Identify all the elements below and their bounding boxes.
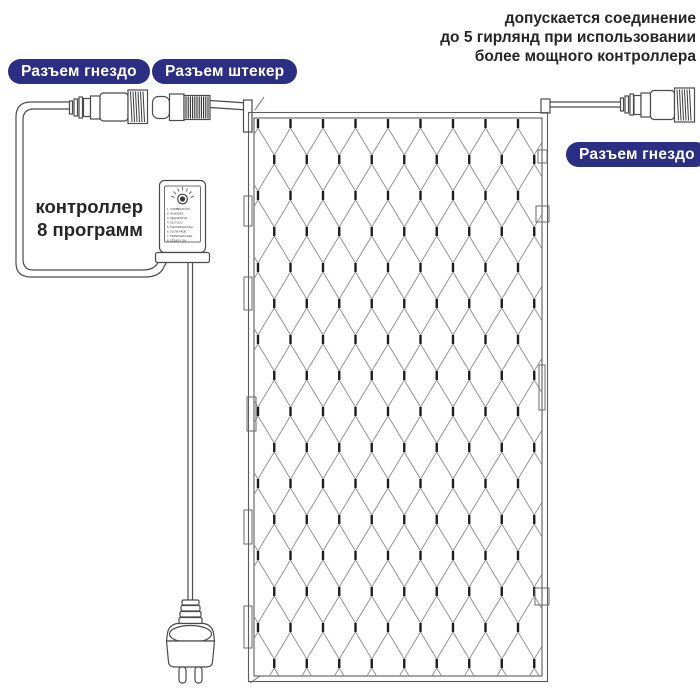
connection-wires	[210, 101, 623, 111]
socket-connector-left-drawing	[70, 90, 148, 124]
svg-text:1. COMBINATION: 1. COMBINATION	[167, 207, 190, 211]
connection-note	[440, 9, 696, 66]
svg-text:7. TWINKLE/FLASH: 7. TWINKLE/FLASH	[167, 234, 193, 238]
svg-text:8. STEADY ON: 8. STEADY ON	[167, 238, 187, 243]
svg-text:4. SLO GLO: 4. SLO GLO	[167, 220, 183, 225]
note-line-3: более мощного контроллера	[474, 48, 696, 65]
note-line-1: допускается соединение	[504, 10, 696, 27]
power-plug-drawing	[167, 600, 215, 683]
power-cable	[188, 262, 193, 601]
controller-drawing	[156, 181, 210, 263]
note-line-2: до 5 гирлянд при использовании	[440, 29, 696, 46]
net-mesh	[226, 119, 567, 695]
controller-title-line-2: 8 программ	[37, 219, 143, 240]
socket-connector-right-label-pill: Разъем гнездо	[566, 142, 700, 167]
net-corner-connectors	[244, 97, 551, 683]
socket-connector-right-drawing	[621, 88, 695, 122]
svg-text:6. SLOW FADE: 6. SLOW FADE	[167, 229, 187, 234]
svg-text:3. SEQUENTIAL: 3. SEQUENTIAL	[167, 216, 188, 220]
net-frame	[249, 113, 548, 682]
svg-text:5. CHASING/FLASH: 5. CHASING/FLASH	[167, 225, 193, 229]
plug-connector-drawing	[153, 94, 211, 121]
wire-loop	[16, 102, 167, 277]
socket-connector-label-pill: Разъем гнездо	[8, 59, 150, 84]
controller-title-line-1: контроллер	[35, 196, 143, 217]
controller-title	[22, 195, 143, 241]
plug-connector-label-pill: Разъем штекер	[152, 59, 297, 84]
svg-text:2. IN WAVES: 2. IN WAVES	[167, 211, 184, 216]
